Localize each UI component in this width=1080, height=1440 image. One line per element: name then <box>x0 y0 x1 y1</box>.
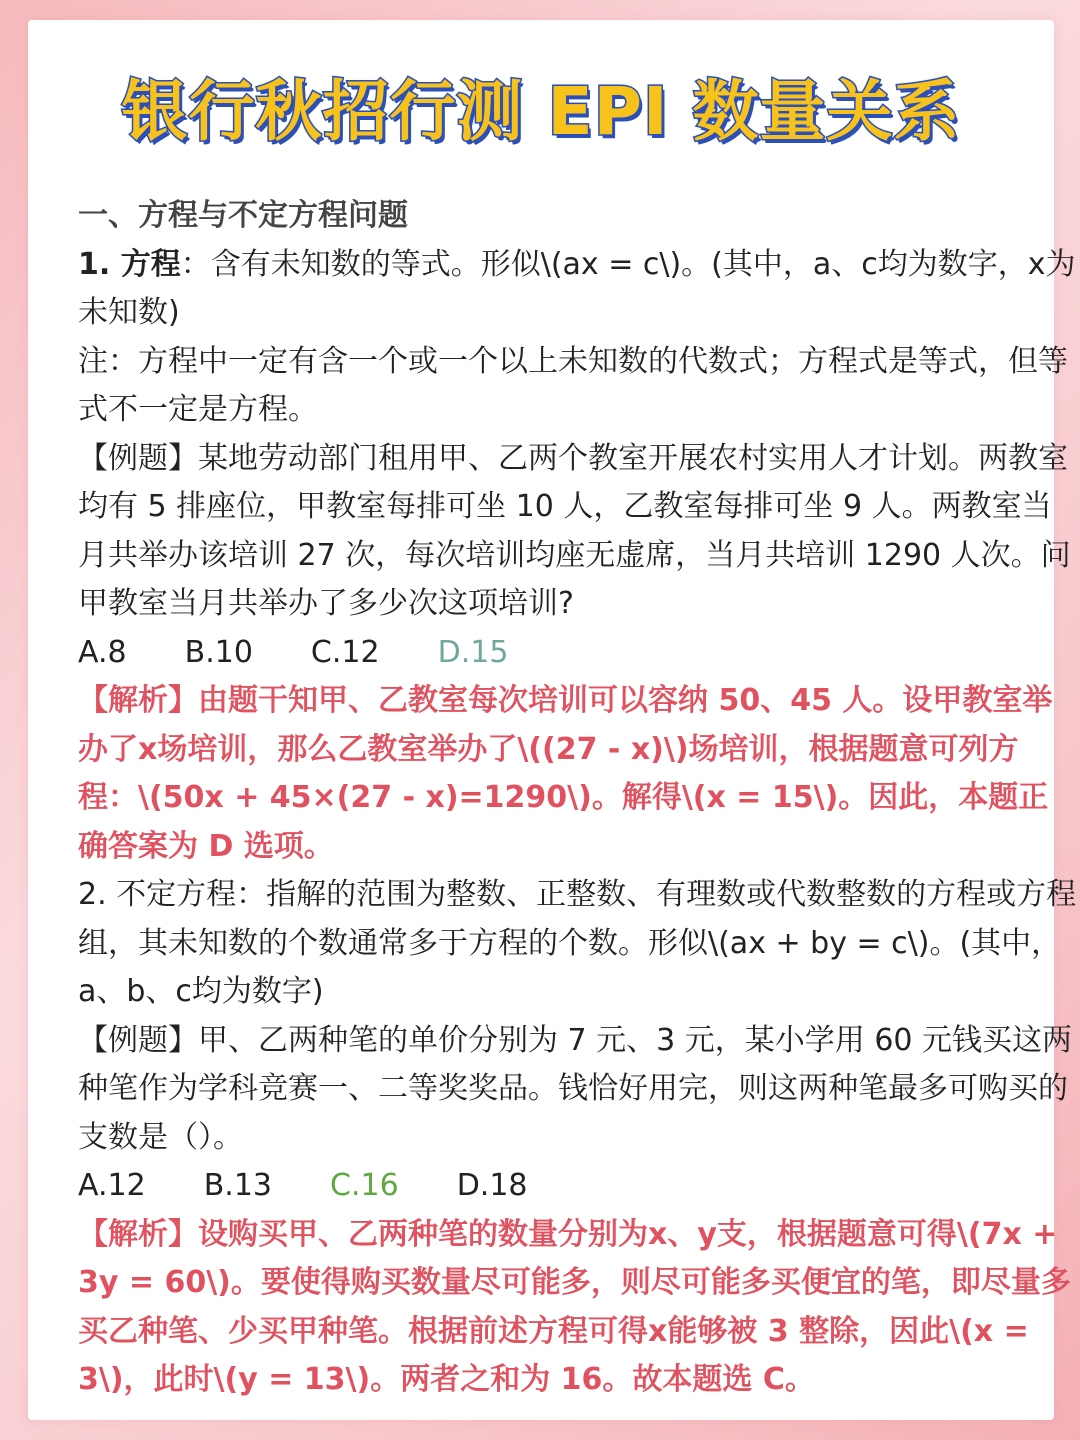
page-title: 银行秋招行测 EPI 数量关系 <box>121 73 961 150</box>
option-b: B.10 <box>184 634 253 670</box>
article-body <box>78 192 1078 1405</box>
definition-label: 1. 方程 <box>78 246 181 282</box>
example-1: 【例题】某地劳动部门租用甲、乙两个教室开展农村实用人才计划。两教室均有 5 排座位，甲教室每排可坐 10 人，乙教室每排可坐 9 人。两教室当月共举办该培训 27 次，每次培训均座无虚席，当月共培训 1290 人次。问甲教室当月共举办了多少次这项培训? <box>78 440 1071 621</box>
option-b: B.13 <box>203 1168 273 1203</box>
content-card <box>28 20 1077 1420</box>
option-a: A.12 <box>78 1168 146 1203</box>
option-c: C.12 <box>310 634 380 670</box>
option-d-correct: D.15 <box>437 634 509 670</box>
options-1 <box>78 629 1078 678</box>
options-2 <box>78 1162 1078 1211</box>
section-heading: 一、方程与不定方程问题 <box>78 198 408 233</box>
option-a: A.8 <box>78 634 127 670</box>
definition-text: ：含有未知数的等式。形似\(ax = c\)。(其中，a、c均为数字，x为未知数) <box>78 246 1076 330</box>
option-d: D.18 <box>456 1168 528 1203</box>
analysis-1: 【解析】由题干知甲、乙教室每次培训可以容纳 50、45 人。设甲教室举办了x场培训，那么乙教室举办了\((27 - x)\)场培训，根据题意可列方程：\(50x + 45×(27 - x)=1290\)。解得\(x = 15\)。因此，本题正确答案为 D 选项。 <box>78 683 1053 864</box>
definition-indeterminate-equation: 2. 不定方程：指解的范围为整数、正整数、有理数或代数整数的方程或方程组，其未知数的个数通常多于方程的个数。形似\(ax + by = c\)。(其中，a、b、c均为数字) <box>78 877 1077 1009</box>
option-c-correct: C.16 <box>330 1168 399 1203</box>
definition-equation <box>78 241 1078 338</box>
analysis-2: 【解析】设购买甲、乙两种笔的数量分别为x、y支，根据题意可得\(7x + 3y = 60\)。要使得购买数量尽可能多，则尽可能多买便宜的笔，即尽量多买乙种笔、少买甲种笔。根据前述方程可得x能够被 3 整除，因此\(x = 3\)，此时\(y = 13\)。两者之和为 16。故本题选 C。 <box>78 1216 1071 1397</box>
note-paragraph: 注：方程中一定有含一个或一个以上未知数的代数式；方程式是等式，但等式不一定是方程。 <box>78 343 1068 427</box>
example-2: 【例题】甲、乙两种笔的单价分别为 7 元、3 元，某小学用 60 元钱买这两种笔作为学科竞赛一、二等奖奖品。钱恰好用完，则这两种笔最多可购买的支数是（）。 <box>78 1022 1073 1155</box>
